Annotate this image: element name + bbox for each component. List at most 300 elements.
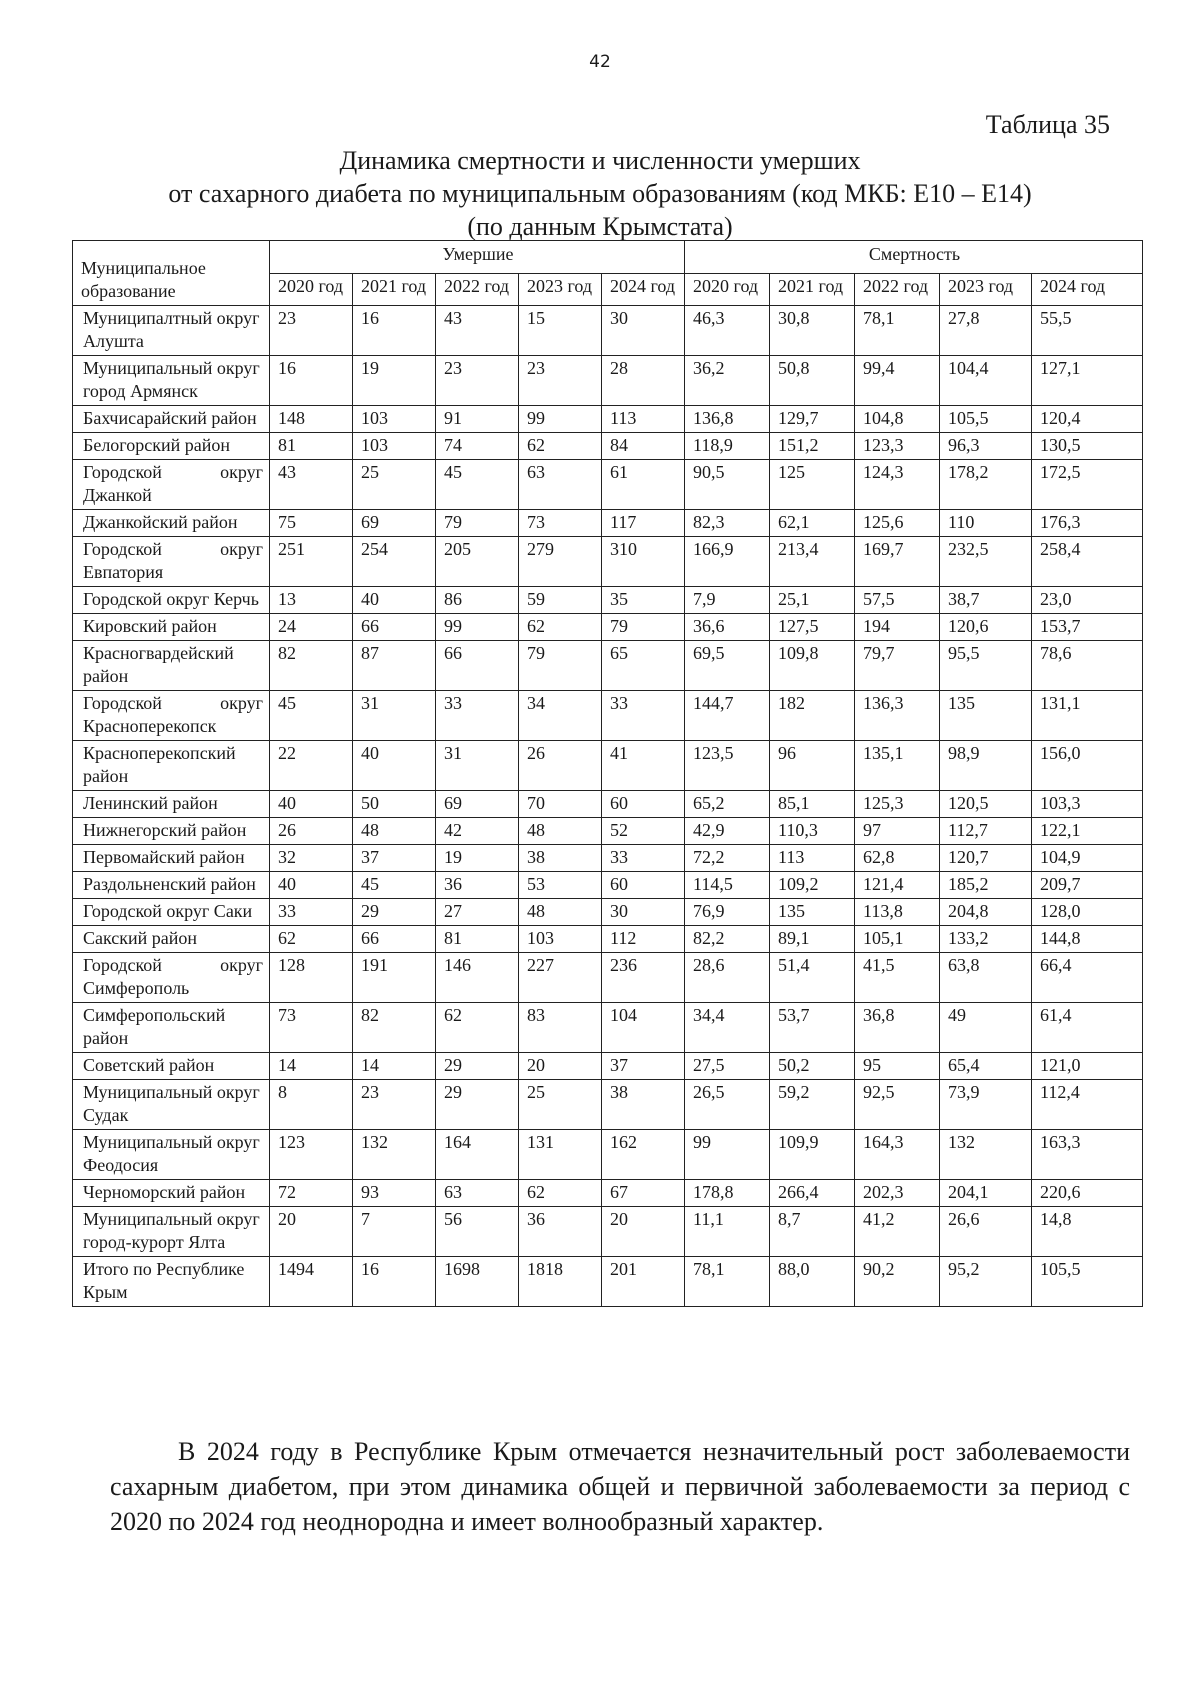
deaths-cell: 45: [270, 691, 353, 741]
mortality-cell: 95,2: [940, 1257, 1032, 1307]
deaths-cell: 191: [353, 953, 436, 1003]
header-deaths-group: Умершие: [270, 241, 685, 274]
header-year: 2024 год: [602, 274, 685, 306]
mortality-cell: 50,2: [770, 1053, 855, 1080]
table-row: [73, 818, 1143, 845]
deaths-cell: 62: [519, 433, 602, 460]
deaths-cell: 23: [353, 1080, 436, 1130]
municipality-name: Советский район: [73, 1053, 270, 1080]
mortality-cell: 27,5: [685, 1053, 770, 1080]
deaths-cell: 99: [519, 406, 602, 433]
municipality-name: Итого по Республике Крым: [73, 1257, 270, 1307]
mortality-cell: 110,3: [770, 818, 855, 845]
deaths-cell: 42: [436, 818, 519, 845]
municipality-name: Муниципальный округ город-курорт Ялта: [73, 1207, 270, 1257]
mortality-cell: 178,8: [685, 1180, 770, 1207]
deaths-cell: 25: [353, 460, 436, 510]
table-row: [73, 406, 1143, 433]
mortality-cell: 136,8: [685, 406, 770, 433]
table-title: [60, 144, 1140, 243]
deaths-cell: 43: [436, 306, 519, 356]
mortality-cell: 82,2: [685, 926, 770, 953]
municipality-name: Первомайский район: [73, 845, 270, 872]
mortality-cell: 98,9: [940, 741, 1032, 791]
deaths-cell: 310: [602, 537, 685, 587]
mortality-table: [72, 240, 1143, 1307]
mortality-cell: 185,2: [940, 872, 1032, 899]
mortality-cell: 131,1: [1032, 691, 1143, 741]
deaths-cell: 36: [519, 1207, 602, 1257]
municipality-name: Ленинский район: [73, 791, 270, 818]
deaths-cell: 29: [353, 899, 436, 926]
deaths-cell: 48: [353, 818, 436, 845]
municipality-name: Городской округ Керчь: [73, 587, 270, 614]
mortality-cell: 125,6: [855, 510, 940, 537]
deaths-cell: 25: [519, 1080, 602, 1130]
deaths-cell: 19: [353, 356, 436, 406]
table-row: [73, 926, 1143, 953]
header-year: 2020 год: [270, 274, 353, 306]
deaths-cell: 15: [519, 306, 602, 356]
deaths-cell: 37: [353, 845, 436, 872]
table-row: [73, 899, 1143, 926]
mortality-cell: 163,3: [1032, 1130, 1143, 1180]
deaths-cell: 123: [270, 1130, 353, 1180]
mortality-cell: 213,4: [770, 537, 855, 587]
deaths-cell: 69: [436, 791, 519, 818]
municipality-name: Белогорский район: [73, 433, 270, 460]
mortality-cell: 166,9: [685, 537, 770, 587]
mortality-cell: 42,9: [685, 818, 770, 845]
mortality-cell: 112,7: [940, 818, 1032, 845]
mortality-cell: 182: [770, 691, 855, 741]
deaths-cell: 164: [436, 1130, 519, 1180]
header-year: 2022 год: [436, 274, 519, 306]
header-year: 2024 год: [1032, 274, 1143, 306]
deaths-cell: 8: [270, 1080, 353, 1130]
mortality-cell: 204,8: [940, 899, 1032, 926]
table-row: [73, 1207, 1143, 1257]
deaths-cell: 48: [519, 818, 602, 845]
deaths-cell: 131: [519, 1130, 602, 1180]
mortality-cell: 118,9: [685, 433, 770, 460]
mortality-cell: 169,7: [855, 537, 940, 587]
deaths-cell: 40: [270, 791, 353, 818]
deaths-cell: 72: [270, 1180, 353, 1207]
deaths-cell: 63: [519, 460, 602, 510]
municipality-name: Симферопольский район: [73, 1003, 270, 1053]
deaths-cell: 38: [519, 845, 602, 872]
municipality-name: Раздольненский район: [73, 872, 270, 899]
mortality-cell: 120,5: [940, 791, 1032, 818]
mortality-cell: 26,5: [685, 1080, 770, 1130]
mortality-cell: 36,8: [855, 1003, 940, 1053]
table-row: [73, 1003, 1143, 1053]
table-row: [73, 1053, 1143, 1080]
mortality-cell: 96,3: [940, 433, 1032, 460]
municipality-name: Муниципальный округ Судак: [73, 1080, 270, 1130]
mortality-cell: 28,6: [685, 953, 770, 1003]
deaths-cell: 73: [270, 1003, 353, 1053]
mortality-cell: 129,7: [770, 406, 855, 433]
mortality-cell: 90,2: [855, 1257, 940, 1307]
page-number: 42: [589, 52, 611, 72]
mortality-cell: 26,6: [940, 1207, 1032, 1257]
deaths-cell: 1818: [519, 1257, 602, 1307]
deaths-cell: 103: [353, 406, 436, 433]
deaths-cell: 227: [519, 953, 602, 1003]
municipality-name: Джанкойский район: [73, 510, 270, 537]
mortality-cell: 258,4: [1032, 537, 1143, 587]
mortality-cell: 110: [940, 510, 1032, 537]
deaths-cell: 66: [353, 614, 436, 641]
municipality-name: Муниципалтный округ Алушта: [73, 306, 270, 356]
mortality-cell: 109,8: [770, 641, 855, 691]
mortality-cell: 30,8: [770, 306, 855, 356]
deaths-cell: 29: [436, 1053, 519, 1080]
deaths-cell: 53: [519, 872, 602, 899]
mortality-cell: 88,0: [770, 1257, 855, 1307]
mortality-cell: 61,4: [1032, 1003, 1143, 1053]
header-year: 2021 год: [770, 274, 855, 306]
deaths-cell: 36: [436, 872, 519, 899]
mortality-cell: 172,5: [1032, 460, 1143, 510]
mortality-cell: 65,2: [685, 791, 770, 818]
mortality-cell: 113: [770, 845, 855, 872]
mortality-cell: 266,4: [770, 1180, 855, 1207]
mortality-cell: 89,1: [770, 926, 855, 953]
mortality-cell: 123,5: [685, 741, 770, 791]
mortality-cell: 121,4: [855, 872, 940, 899]
deaths-cell: 60: [602, 872, 685, 899]
deaths-cell: 82: [353, 1003, 436, 1053]
mortality-cell: 11,1: [685, 1207, 770, 1257]
deaths-cell: 79: [436, 510, 519, 537]
deaths-cell: 40: [353, 741, 436, 791]
deaths-cell: 81: [270, 433, 353, 460]
header-year: 2023 год: [519, 274, 602, 306]
deaths-cell: 23: [519, 356, 602, 406]
mortality-cell: 156,0: [1032, 741, 1143, 791]
municipality-name: Муниципальный округ город Армянск: [73, 356, 270, 406]
deaths-cell: 117: [602, 510, 685, 537]
mortality-cell: 194: [855, 614, 940, 641]
mortality-cell: 105,5: [1032, 1257, 1143, 1307]
deaths-cell: 162: [602, 1130, 685, 1180]
mortality-cell: 36,6: [685, 614, 770, 641]
mortality-cell: 164,3: [855, 1130, 940, 1180]
mortality-cell: 79,7: [855, 641, 940, 691]
mortality-cell: 122,1: [1032, 818, 1143, 845]
mortality-cell: 176,3: [1032, 510, 1143, 537]
municipality-name: Городской округ Саки: [73, 899, 270, 926]
deaths-cell: 205: [436, 537, 519, 587]
mortality-cell: 7,9: [685, 587, 770, 614]
deaths-cell: 56: [436, 1207, 519, 1257]
deaths-cell: 146: [436, 953, 519, 1003]
deaths-cell: 128: [270, 953, 353, 1003]
deaths-cell: 40: [353, 587, 436, 614]
mortality-cell: 53,7: [770, 1003, 855, 1053]
mortality-cell: 204,1: [940, 1180, 1032, 1207]
deaths-cell: 63: [436, 1180, 519, 1207]
mortality-cell: 14,8: [1032, 1207, 1143, 1257]
deaths-cell: 31: [353, 691, 436, 741]
deaths-cell: 99: [436, 614, 519, 641]
mortality-cell: 132: [940, 1130, 1032, 1180]
mortality-cell: 202,3: [855, 1180, 940, 1207]
mortality-cell: 49: [940, 1003, 1032, 1053]
municipality-name: Городской округ Симферополь: [73, 953, 270, 1003]
deaths-cell: 33: [602, 845, 685, 872]
mortality-cell: 144,7: [685, 691, 770, 741]
table-row: [73, 1130, 1143, 1180]
table-row: [73, 460, 1143, 510]
mortality-cell: 95: [855, 1053, 940, 1080]
deaths-cell: 30: [602, 306, 685, 356]
deaths-cell: 33: [270, 899, 353, 926]
mortality-cell: 38,7: [940, 587, 1032, 614]
mortality-cell: 51,4: [770, 953, 855, 1003]
mortality-cell: 23,0: [1032, 587, 1143, 614]
deaths-cell: 75: [270, 510, 353, 537]
deaths-cell: 33: [602, 691, 685, 741]
municipality-name: Красноперекопский район: [73, 741, 270, 791]
deaths-cell: 20: [270, 1207, 353, 1257]
deaths-cell: 87: [353, 641, 436, 691]
mortality-cell: 99: [685, 1130, 770, 1180]
mortality-cell: 120,4: [1032, 406, 1143, 433]
mortality-cell: 144,8: [1032, 926, 1143, 953]
table-row: [73, 356, 1143, 406]
deaths-cell: 13: [270, 587, 353, 614]
mortality-cell: 50,8: [770, 356, 855, 406]
mortality-cell: 41,5: [855, 953, 940, 1003]
mortality-cell: 8,7: [770, 1207, 855, 1257]
mortality-cell: 62,8: [855, 845, 940, 872]
deaths-cell: 31: [436, 741, 519, 791]
deaths-cell: 27: [436, 899, 519, 926]
deaths-cell: 41: [602, 741, 685, 791]
header-municipality: Муниципальное образование: [73, 241, 270, 306]
deaths-cell: 52: [602, 818, 685, 845]
table-row: [73, 1257, 1143, 1307]
table-row: [73, 791, 1143, 818]
deaths-cell: 236: [602, 953, 685, 1003]
mortality-cell: 104,8: [855, 406, 940, 433]
deaths-cell: 50: [353, 791, 436, 818]
mortality-cell: 85,1: [770, 791, 855, 818]
table-row: [73, 587, 1143, 614]
mortality-cell: 130,5: [1032, 433, 1143, 460]
table-row: [73, 537, 1143, 587]
deaths-cell: 59: [519, 587, 602, 614]
mortality-cell: 120,7: [940, 845, 1032, 872]
table-row: [73, 510, 1143, 537]
mortality-cell: 66,4: [1032, 953, 1143, 1003]
body-paragraph: [110, 1434, 1130, 1539]
deaths-cell: 1494: [270, 1257, 353, 1307]
deaths-cell: 1698: [436, 1257, 519, 1307]
municipality-name: Кировский район: [73, 614, 270, 641]
mortality-cell: 209,7: [1032, 872, 1143, 899]
mortality-cell: 124,3: [855, 460, 940, 510]
mortality-cell: 109,9: [770, 1130, 855, 1180]
deaths-cell: 28: [602, 356, 685, 406]
mortality-cell: 127,5: [770, 614, 855, 641]
title-line-1: Динамика смертности и численности умерших: [339, 146, 861, 175]
deaths-cell: 23: [270, 306, 353, 356]
mortality-cell: 120,6: [940, 614, 1032, 641]
deaths-cell: 201: [602, 1257, 685, 1307]
table-row: [73, 1180, 1143, 1207]
deaths-cell: 35: [602, 587, 685, 614]
deaths-cell: 148: [270, 406, 353, 433]
deaths-cell: 83: [519, 1003, 602, 1053]
municipality-name: Городской округ Евпатория: [73, 537, 270, 587]
mortality-cell: 136,3: [855, 691, 940, 741]
deaths-cell: 79: [602, 614, 685, 641]
deaths-cell: 34: [519, 691, 602, 741]
municipality-name: Городской округ Джанкой: [73, 460, 270, 510]
deaths-cell: 132: [353, 1130, 436, 1180]
deaths-cell: 14: [270, 1053, 353, 1080]
mortality-cell: 232,5: [940, 537, 1032, 587]
mortality-cell: 109,2: [770, 872, 855, 899]
header-year: 2023 год: [940, 274, 1032, 306]
mortality-cell: 127,1: [1032, 356, 1143, 406]
deaths-cell: 112: [602, 926, 685, 953]
table-row: [73, 691, 1143, 741]
deaths-cell: 84: [602, 433, 685, 460]
deaths-cell: 16: [353, 306, 436, 356]
table-row: [73, 306, 1143, 356]
mortality-cell: 59,2: [770, 1080, 855, 1130]
deaths-cell: 79: [519, 641, 602, 691]
mortality-cell: 57,5: [855, 587, 940, 614]
mortality-cell: 63,8: [940, 953, 1032, 1003]
deaths-cell: 73: [519, 510, 602, 537]
mortality-cell: 65,4: [940, 1053, 1032, 1080]
deaths-cell: 60: [602, 791, 685, 818]
municipality-name: Черноморский район: [73, 1180, 270, 1207]
deaths-cell: 93: [353, 1180, 436, 1207]
mortality-cell: 99,4: [855, 356, 940, 406]
mortality-cell: 72,2: [685, 845, 770, 872]
mortality-cell: 105,5: [940, 406, 1032, 433]
paragraph-text: В 2024 году в Республике Крым отмечается незначительный рост заболеваемости сахарным диабетом, при этом динамика общей и первичной заболеваемости за период с 2020 по 2024 год неоднородна и имеет волнообразный характер.: [110, 1437, 1130, 1536]
deaths-cell: 113: [602, 406, 685, 433]
deaths-cell: 251: [270, 537, 353, 587]
deaths-cell: 20: [519, 1053, 602, 1080]
deaths-cell: 62: [436, 1003, 519, 1053]
mortality-cell: 153,7: [1032, 614, 1143, 641]
mortality-cell: 46,3: [685, 306, 770, 356]
deaths-cell: 67: [602, 1180, 685, 1207]
deaths-cell: 70: [519, 791, 602, 818]
deaths-cell: 37: [602, 1053, 685, 1080]
title-line-3: (по данным Крымстата): [467, 212, 733, 241]
mortality-cell: 151,2: [770, 433, 855, 460]
deaths-cell: 65: [602, 641, 685, 691]
mortality-cell: 55,5: [1032, 306, 1143, 356]
deaths-cell: 16: [353, 1257, 436, 1307]
deaths-cell: 45: [436, 460, 519, 510]
deaths-cell: 62: [270, 926, 353, 953]
mortality-cell: 92,5: [855, 1080, 940, 1130]
deaths-cell: 38: [602, 1080, 685, 1130]
mortality-cell: 112,4: [1032, 1080, 1143, 1130]
mortality-cell: 103,3: [1032, 791, 1143, 818]
deaths-cell: 86: [436, 587, 519, 614]
deaths-cell: 66: [436, 641, 519, 691]
header-year: 2020 год: [685, 274, 770, 306]
title-line-2: от сахарного диабета по муниципальным образованиям (код МКБ: Е10 – Е14): [168, 179, 1032, 208]
deaths-cell: 91: [436, 406, 519, 433]
mortality-cell: 135,1: [855, 741, 940, 791]
table-row: [73, 953, 1143, 1003]
deaths-cell: 24: [270, 614, 353, 641]
mortality-cell: 113,8: [855, 899, 940, 926]
header-year: 2022 год: [855, 274, 940, 306]
deaths-cell: 74: [436, 433, 519, 460]
table-row: [73, 872, 1143, 899]
deaths-cell: 20: [602, 1207, 685, 1257]
deaths-cell: 69: [353, 510, 436, 537]
table-row: [73, 433, 1143, 460]
mortality-cell: 78,1: [855, 306, 940, 356]
mortality-cell: 135: [770, 899, 855, 926]
table-header-row-1: [73, 241, 1143, 274]
header-mortality-group: Смертность: [685, 241, 1143, 274]
deaths-cell: 81: [436, 926, 519, 953]
deaths-cell: 40: [270, 872, 353, 899]
deaths-cell: 26: [270, 818, 353, 845]
mortality-cell: 34,4: [685, 1003, 770, 1053]
deaths-cell: 254: [353, 537, 436, 587]
mortality-cell: 62,1: [770, 510, 855, 537]
municipality-name: Бахчисарайский район: [73, 406, 270, 433]
deaths-cell: 61: [602, 460, 685, 510]
deaths-cell: 16: [270, 356, 353, 406]
deaths-cell: 19: [436, 845, 519, 872]
deaths-cell: 82: [270, 641, 353, 691]
mortality-cell: 90,5: [685, 460, 770, 510]
deaths-cell: 43: [270, 460, 353, 510]
deaths-cell: 7: [353, 1207, 436, 1257]
deaths-cell: 103: [519, 926, 602, 953]
deaths-cell: 62: [519, 1180, 602, 1207]
deaths-cell: 29: [436, 1080, 519, 1130]
municipality-name: Сакский район: [73, 926, 270, 953]
municipality-name: Городской округ Красноперекопск: [73, 691, 270, 741]
deaths-cell: 45: [353, 872, 436, 899]
mortality-cell: 36,2: [685, 356, 770, 406]
mortality-cell: 78,6: [1032, 641, 1143, 691]
mortality-cell: 95,5: [940, 641, 1032, 691]
table-row: [73, 614, 1143, 641]
mortality-cell: 76,9: [685, 899, 770, 926]
header-year: 2021 год: [353, 274, 436, 306]
deaths-cell: 104: [602, 1003, 685, 1053]
mortality-cell: 123,3: [855, 433, 940, 460]
mortality-cell: 105,1: [855, 926, 940, 953]
deaths-cell: 48: [519, 899, 602, 926]
table-row: [73, 845, 1143, 872]
mortality-cell: 25,1: [770, 587, 855, 614]
deaths-cell: 33: [436, 691, 519, 741]
table-body: [73, 306, 1143, 1307]
